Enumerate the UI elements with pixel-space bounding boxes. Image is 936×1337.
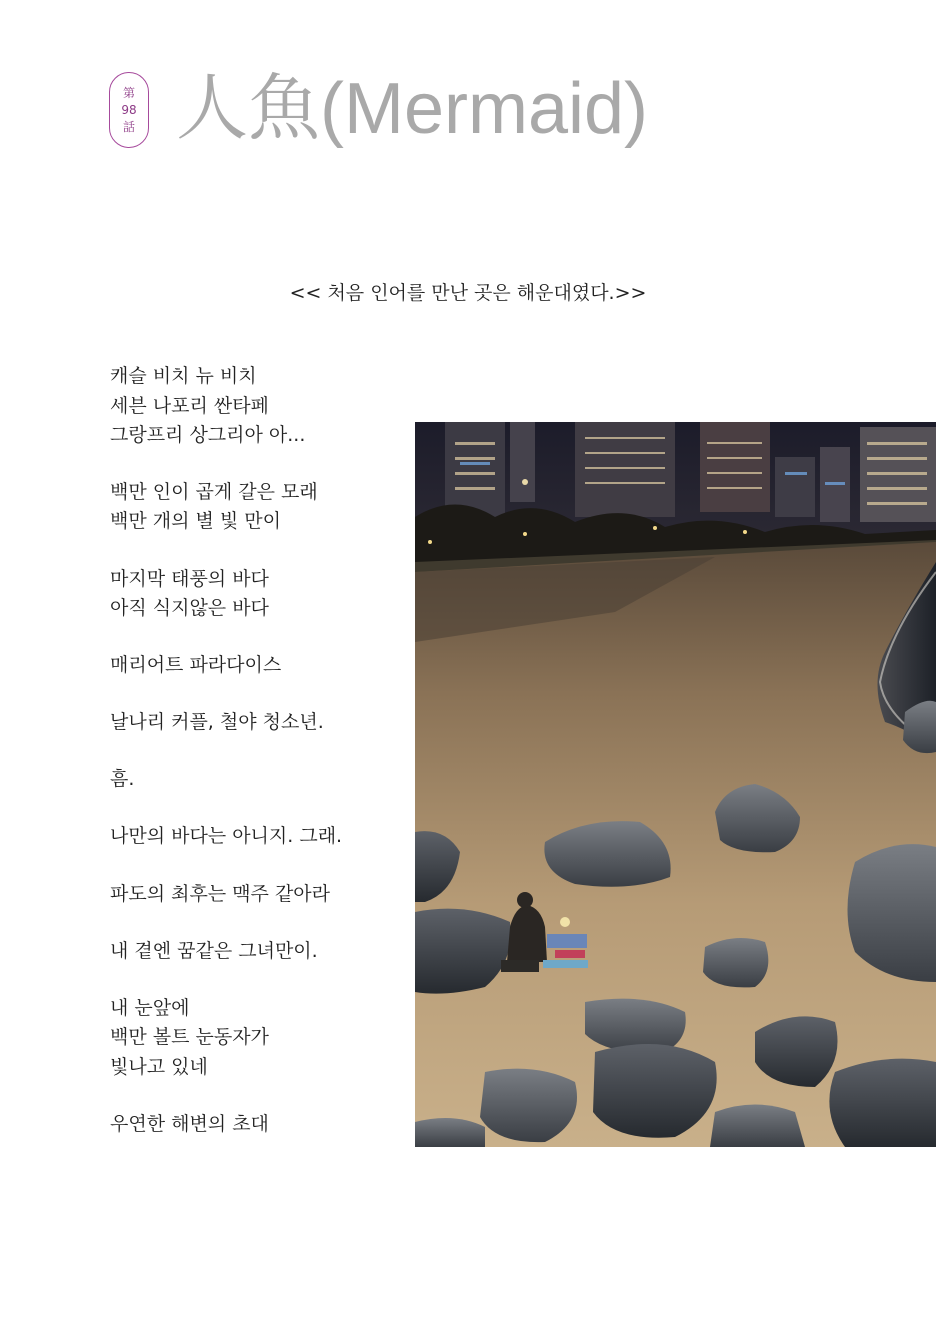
chapter-badge-number: 98 <box>121 102 137 117</box>
poem-line: 마지막 태풍의 바다 <box>110 568 269 590</box>
poem-line: 내 곁엔 꿈같은 그녀만이. <box>110 940 318 962</box>
subtitle: << 처음 인어를 만난 곳은 해운대였다.>> <box>289 282 647 304</box>
poem-line: 우연한 해변의 초대 <box>110 1113 269 1135</box>
beach-night-photo <box>415 422 936 1147</box>
poem-line: 매리어트 파라다이스 <box>110 654 282 676</box>
poem-line: 흠. <box>110 768 135 790</box>
poem-line: 백만 볼트 눈동자가 <box>110 1026 269 1048</box>
poem-line: 백만 인이 곱게 갈은 모래 <box>110 481 318 503</box>
poem-line: 백만 개의 별 빛 만이 <box>110 510 281 532</box>
chapter-badge-bottom: 話 <box>122 119 135 134</box>
poem-line: 아직 식지않은 바다 <box>110 597 269 619</box>
poem-line: 캐슬 비치 뉴 비치 <box>110 365 257 387</box>
poem-line: 내 눈앞에 <box>110 997 190 1019</box>
chapter-badge <box>109 72 149 148</box>
poem-line: 그랑프리 상그리아 아... <box>110 424 306 446</box>
chapter-badge-top: 第 <box>122 85 135 100</box>
poem-line: 세븐 나포리 싼타페 <box>110 395 269 417</box>
poem-line: 파도의 최후는 맥주 같아라 <box>110 883 331 905</box>
page-title: 人魚(Mermaid) <box>176 69 649 149</box>
poem-line: 빛나고 있네 <box>110 1056 208 1078</box>
poem-line: 나만의 바다는 아니지. 그래. <box>110 825 343 847</box>
poem-line: 날나리 커플, 철야 청소년. <box>110 711 324 733</box>
